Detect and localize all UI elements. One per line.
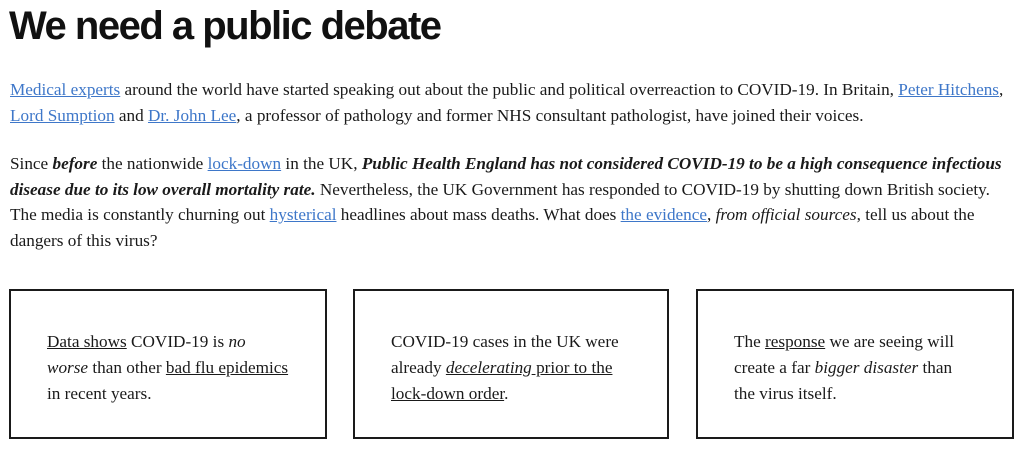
card-text: .	[504, 384, 509, 403]
emphasis-official-sources: from official sources	[715, 205, 857, 224]
dr-john-lee-link[interactable]: Dr. John Lee	[147, 105, 237, 125]
response-link[interactable]: response	[765, 332, 826, 351]
bad-flu-epidemics-link[interactable]: bad flu epidemics	[165, 358, 289, 377]
emphasis-bigger-disaster: bigger disaster	[814, 358, 919, 377]
paragraph-text: , a professor of pathology and former NHS consultant pathologist, have joined their voices.	[236, 105, 864, 125]
card-text: we are seeing will create a far	[734, 332, 955, 377]
lockdown-link[interactable]: lock-down	[207, 154, 282, 173]
card-text: COVID-19 cases in the UK were already	[391, 332, 619, 377]
intro-paragraph	[10, 77, 1015, 128]
paragraph-text: around the world have started speaking out about the public and political overreaction to COVID-19. In Britain,	[120, 80, 899, 99]
claim-card-response	[696, 289, 1014, 439]
emphasis-before: before	[52, 154, 98, 173]
emphasis-no-worse: no worse	[47, 332, 246, 377]
phe-statement: Public Health England has not considered COVID-19 to be a high consequence infectious disease due to its low overall mortality rate.	[10, 154, 1002, 199]
the-evidence-link[interactable]: the evidence	[620, 205, 708, 224]
paragraph-text: headlines about mass deaths. What does	[336, 205, 621, 224]
argument-paragraph	[10, 151, 1015, 253]
link-text: prior to the lock-down order	[391, 358, 613, 403]
claim-card-cases	[353, 289, 669, 439]
hysterical-link[interactable]: hysterical	[269, 205, 337, 224]
card-text: than the virus itself.	[734, 358, 953, 403]
paragraph-text: in the UK,	[281, 154, 362, 173]
paragraph-text: and	[114, 105, 148, 125]
card-text: COVID-19 is	[126, 332, 229, 351]
page-title: We need a public debate	[9, 4, 441, 48]
card-text: in recent years.	[47, 384, 152, 403]
paragraph-text: Since	[10, 154, 53, 173]
card-text: The	[734, 332, 766, 351]
paragraph-text: ,	[707, 205, 716, 224]
medical-experts-link[interactable]: Medical experts	[10, 80, 121, 99]
data-shows-link[interactable]: Data shows	[47, 332, 127, 351]
paragraph-text: , tell us about the dangers of this virus?	[10, 205, 975, 250]
paragraph-text: ,	[998, 80, 1004, 99]
emphasis-decelerating: decelerating	[445, 358, 532, 377]
card-text: than other	[88, 358, 166, 377]
peter-hitchens-link[interactable]: Peter Hitchens	[898, 80, 999, 99]
paragraph-text: the nationwide	[97, 154, 208, 173]
paragraph-text: Nevertheless, the UK Government has responded to COVID-19 by shutting down British society. The media is constantly churning out	[10, 179, 990, 224]
claim-card-flu	[9, 289, 327, 439]
lord-sumption-link[interactable]: Lord Sumption	[10, 105, 115, 125]
